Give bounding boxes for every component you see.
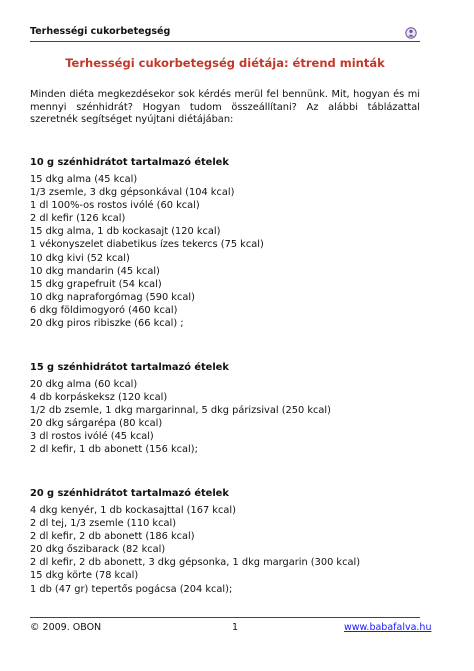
list-item: 20 dkg alma (60 kcal) [30, 379, 138, 390]
section-15g [30, 362, 430, 457]
section-20g [30, 488, 430, 596]
footer-copyright: © 2009. OBON [30, 622, 102, 633]
header-divider [30, 41, 420, 42]
section-10g [30, 157, 430, 330]
list-item: 4 db korpáskeksz (120 kcal) [30, 392, 168, 404]
list-item: 10 dkg kivi (52 kcal) [30, 252, 130, 264]
section-heading: 20 g szénhidrátot tartalmazó ételek [30, 488, 229, 499]
list-item: 1/3 zsemle, 3 dkg gépsonkával (104 kcal) [30, 187, 235, 199]
page-title: Terhességi cukorbetegség diétája: étrend minták [65, 56, 385, 70]
list-item: 10 dkg mandarin (45 kcal) [30, 265, 160, 277]
list-item: 4 dkg kenyér, 1 db kockasajttal (167 kcal) [30, 505, 236, 516]
list-item: 15 dkg körte (78 kcal) [30, 570, 139, 582]
running-header: Terhességi cukorbetegség [30, 26, 171, 37]
section-heading: 15 g szénhidrátot tartalmazó ételek [30, 362, 229, 373]
list-item: 1/2 db zsemle, 1 dkg margarinnal, 5 dkg párizsival (250 kcal) [30, 405, 331, 417]
footer-divider [30, 617, 420, 618]
list-item: 2 dl kefir, 2 db abonett (186 kcal) [30, 531, 195, 543]
list-item: 15 dkg grapefruit (54 kcal) [30, 278, 162, 290]
list-item: 20 dkg sárgarépa (80 kcal) [30, 418, 163, 430]
list-item: 3 dl rostos ivólé (45 kcal) [30, 431, 154, 443]
list-item: 20 dkg őszibarack (82 kcal) [30, 544, 166, 556]
list-item: 1 dl 100%-os rostos ivólé (60 kcal) [30, 200, 200, 212]
list-item: 1 vékonyszelet diabetikus ízes tekercs (75 kcal) [30, 239, 264, 251]
intro-paragraph: Minden diéta megkezdésekor sok kérdés merül fel bennünk. Mit, hogyan és mi mennyi szénhidrát? Hogyan tudom összeállítani? Az alábbi táblázattal szeretnék segítséget nyújtani diétájában: [30, 89, 420, 125]
section-heading: 10 g szénhidrátot tartalmazó ételek [30, 157, 229, 168]
website-link[interactable]: www.babafalva.hu [344, 622, 432, 633]
list-item: 1 db (47 gr) tepertős pogácsa (204 kcal); [30, 583, 233, 595]
list-item: 2 dl kefir, 1 db abonett (156 kcal); [30, 444, 198, 456]
list-item: 2 dl kefir (126 kcal) [30, 213, 126, 225]
list-item: 2 dl tej, 1/3 zsemle (110 kcal) [30, 518, 177, 530]
page-number: 1 [232, 622, 239, 633]
list-item: 15 dkg alma, 1 db kockasajt (120 kcal) [30, 226, 221, 238]
site-logo-icon [405, 27, 417, 39]
list-item: 2 dl kefir, 2 db abonett, 3 dkg gépsonka, 1 dkg margarin (300 kcal) [30, 557, 361, 569]
list-item: 15 dkg alma (45 kcal) [30, 174, 138, 185]
list-item: 20 dkg piros ribiszke (66 kcal) ; [30, 318, 184, 330]
list-item: 10 dkg napraforgómag (590 kcal) [30, 291, 195, 303]
list-item: 6 dkg földimogyoró (460 kcal) [30, 304, 178, 316]
